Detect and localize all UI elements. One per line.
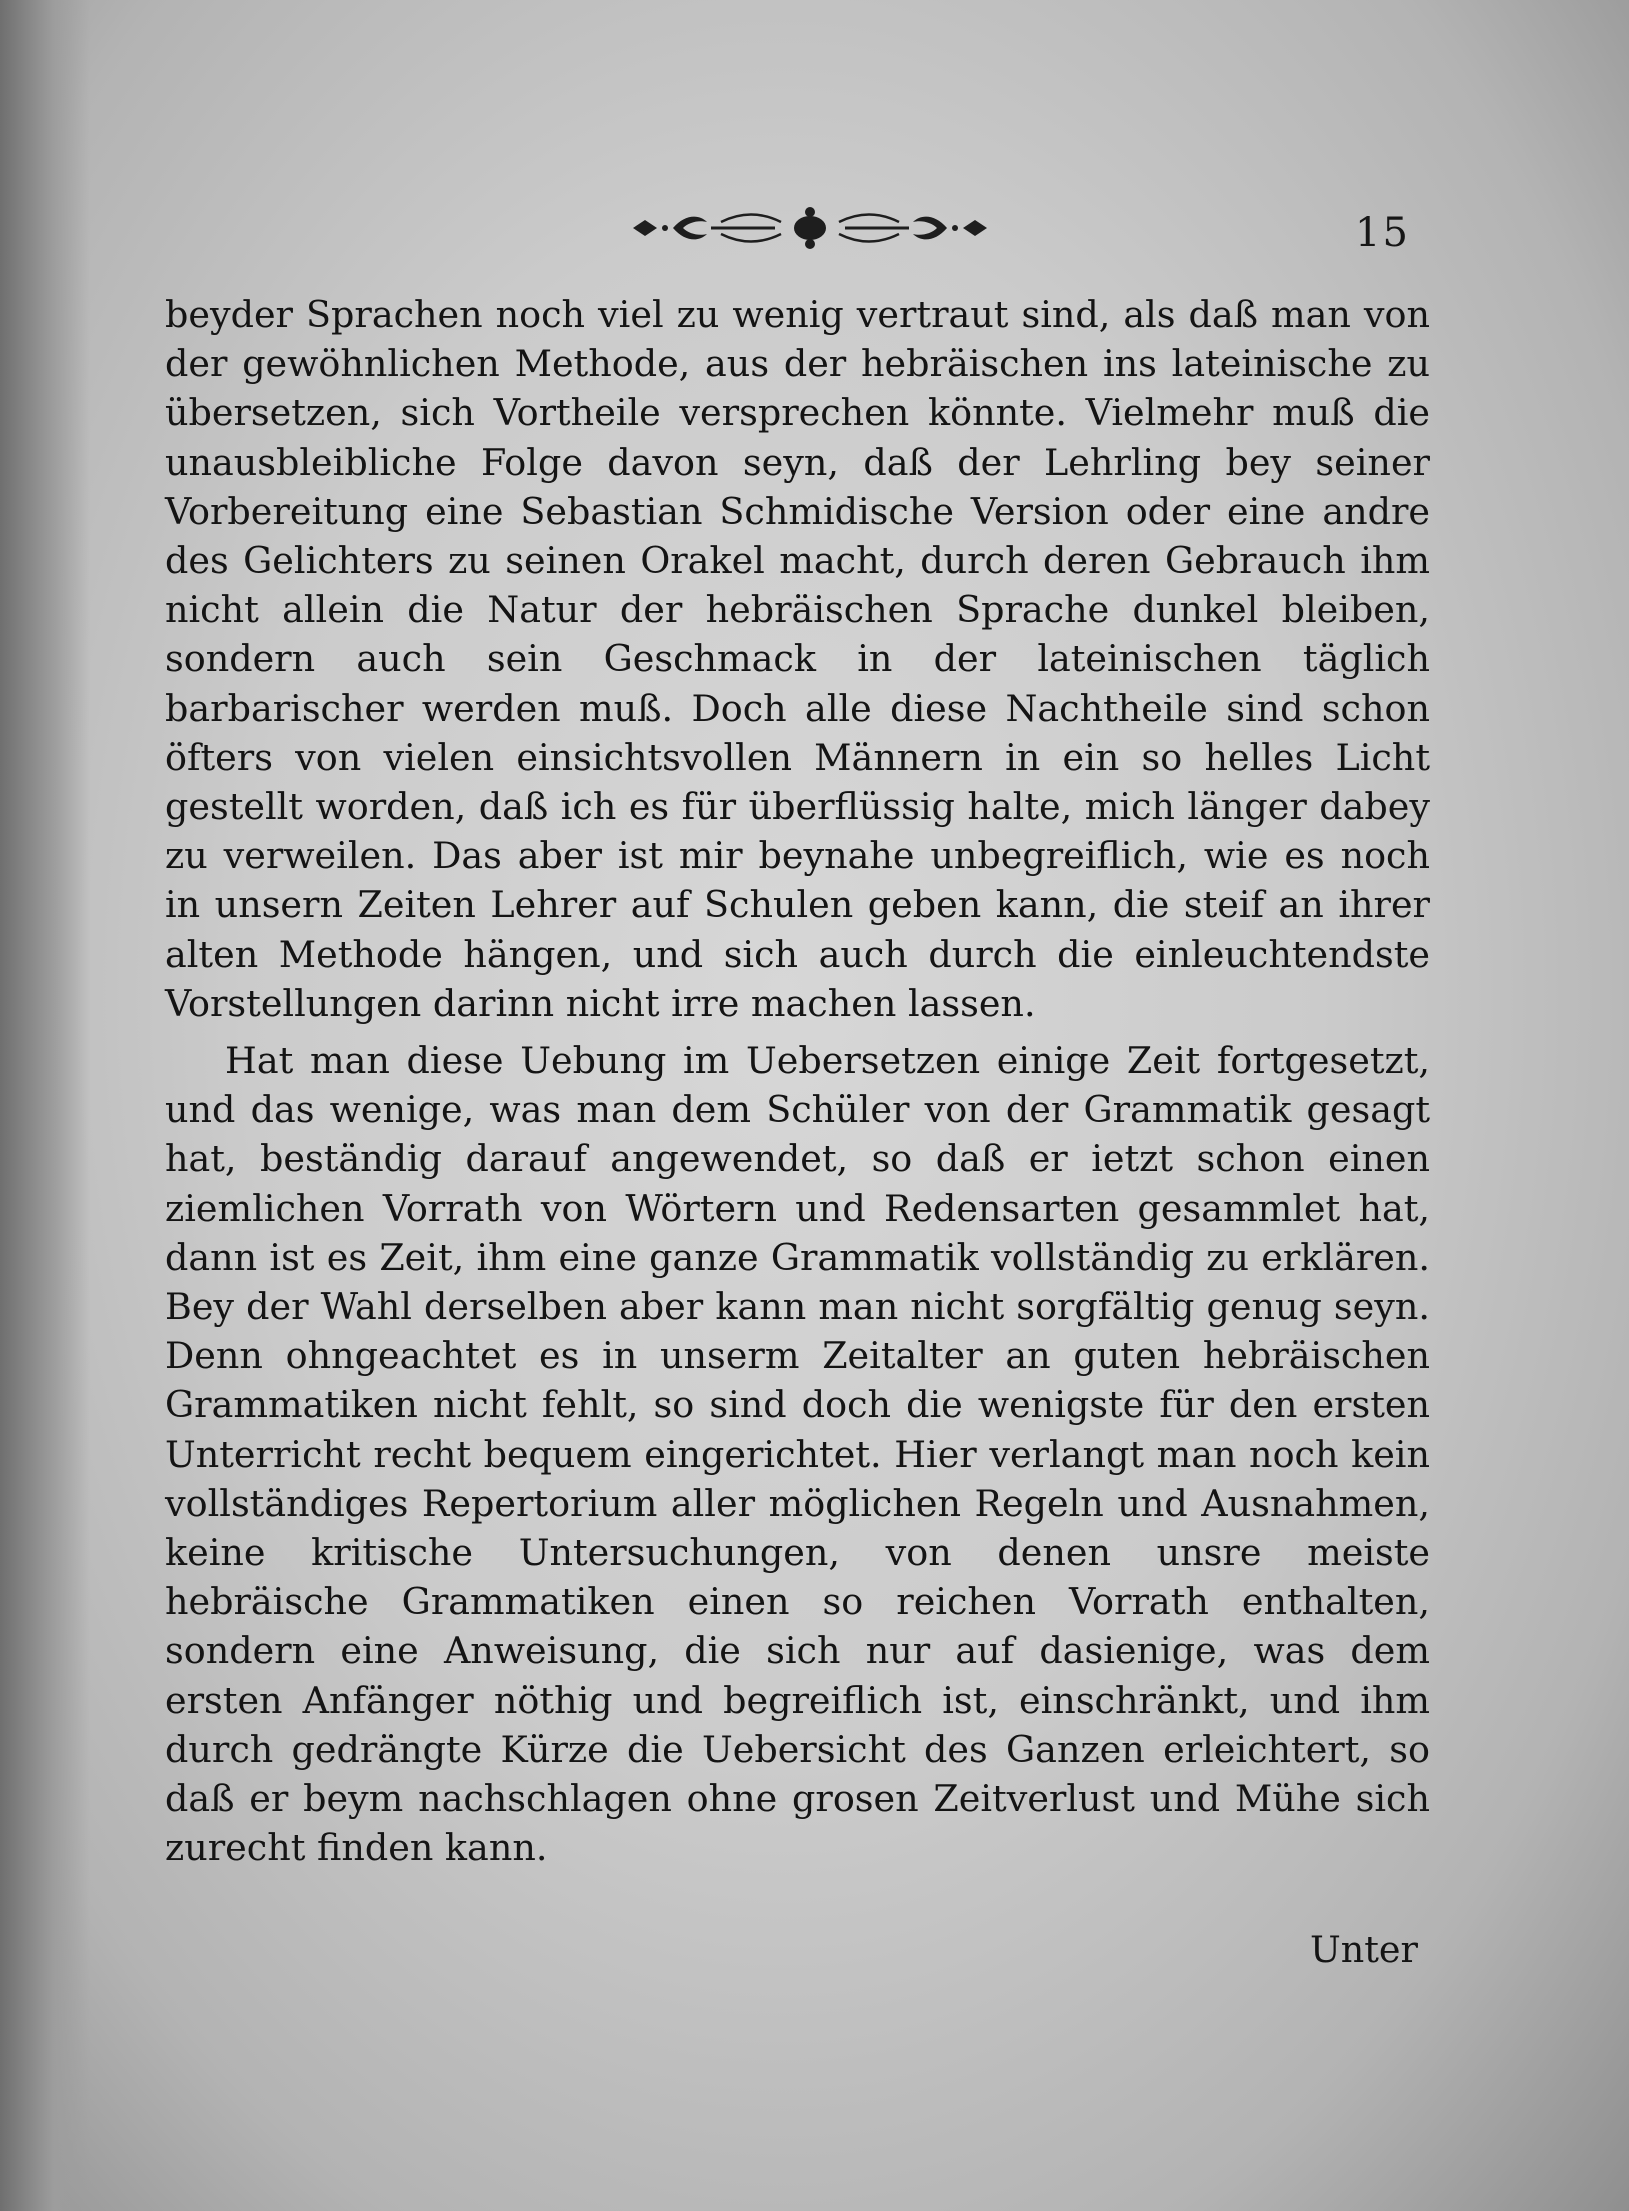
- page-gutter-shadow: [0, 0, 90, 2211]
- body-text: [165, 290, 1430, 1873]
- catchword: Unter: [1310, 1928, 1418, 1971]
- paragraph-2: Hat man diese Uebung im Uebersetzen einige Zeit fortgesetzt, und das wenige, was man dem Schüler von der Grammatik gesagt hat, beständig darauf angewendet, so daß er ietzt schon einen ziemlichen Vorrath von Wörtern und Redensarten gesammlet hat, dann ist es Zeit, ihm eine ganze Grammatik vollständig zu erklären. Bey der Wahl derselben aber kann man nicht sorgfältig genug seyn. Denn ohngeachtet es in unserm Zeitalter an guten hebräischen Grammatiken nicht fehlt, so sind doch die wenigste für den ersten Unterricht recht bequem eingerichtet. Hier verlangt man noch kein vollständiges Repertorium aller möglichen Regeln und Ausnahmen, keine kritische Untersuchungen, von denen unsre meiste hebräische Grammatiken einen so reichen Vorrath enthalten, sondern eine Anweisung, die sich nur auf dasienige, was dem ersten Anfänger nöthig und begreiflich ist, einschränkt, und ihm durch gedrängte Kürze die Uebersicht des Ganzen erleichtert, so daß er beym nachschlagen ohne grosen Zeitverlust und Mühe sich zurecht finden kann.: [165, 1039, 1430, 1870]
- page-number: 15: [1355, 210, 1410, 256]
- header-ornament-icon: [625, 200, 995, 256]
- paragraph-1: beyder Sprachen noch viel zu wenig vertraut sind, als daß man von der gewöhnlichen Methode, aus der hebräischen ins lateinische zu übersetzen, sich Vortheile versprechen könnte. Vielmehr muß die unausbleibliche Folge davon seyn, daß der Lehrling bey seiner Vorbereitung eine Sebastian Schmidische Version oder eine andre des Gelichters zu seinen Orakel macht, durch deren Gebrauch ihm nicht allein die Natur der hebräischen Sprache dunkel bleiben, sondern auch sein Geschmack in der lateinischen täglich barbarischer werden muß. Doch alle diese Nachtheile sind schon öfters von vielen einsichtsvollen Männern in ein so helles Licht gestellt worden, daß ich es für überflüssig halte, mich länger dabey zu verweilen. Das aber ist mir beynahe unbegreiflich, wie es noch in unsern Zeiten Lehrer auf Schulen geben kann, die steif an ihrer alten Methode hängen, und sich auch durch die einleuchtendste Vorstellungen darinn nicht irre machen lassen.: [165, 293, 1430, 1025]
